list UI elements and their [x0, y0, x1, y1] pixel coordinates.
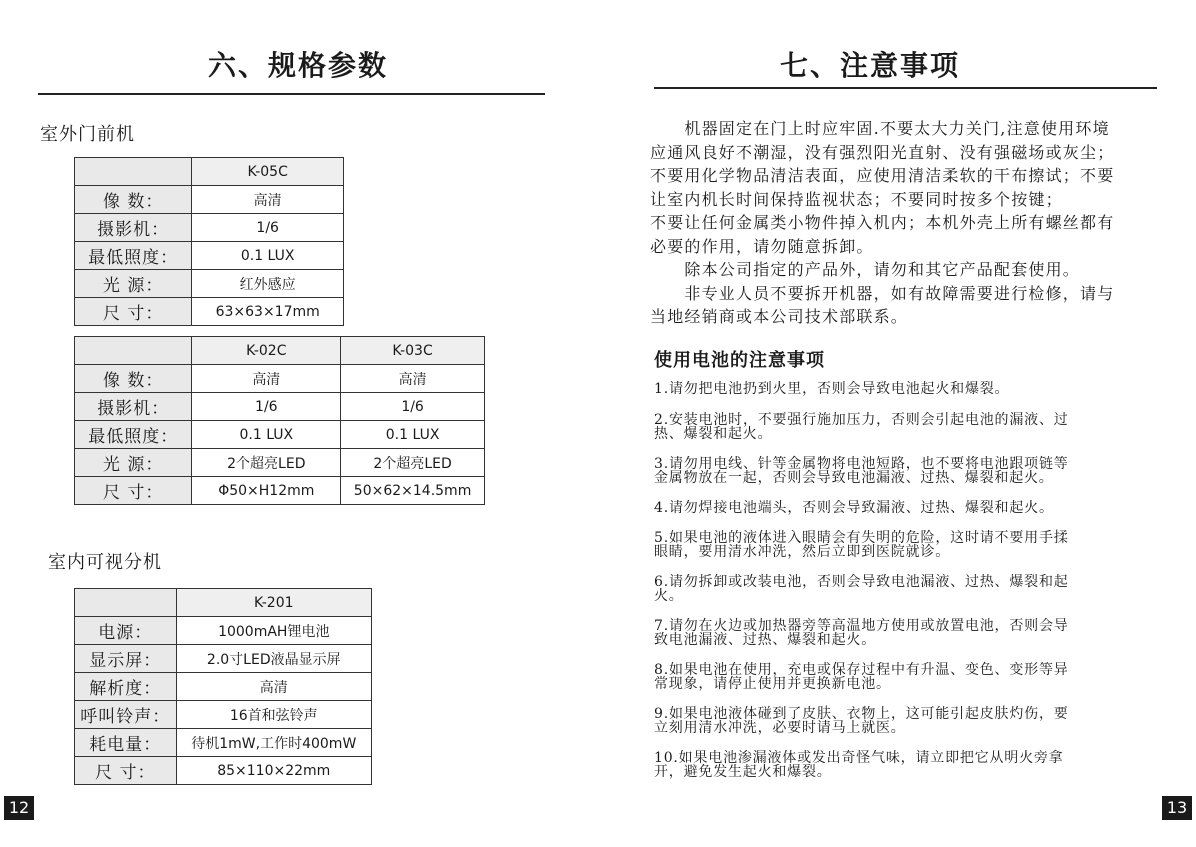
table-row: [75, 393, 485, 421]
table-row: [75, 365, 485, 393]
row-label-cell: 尺 寸：: [75, 298, 192, 326]
right-page-heading: 七、注意事项: [780, 49, 961, 82]
value-cell: 1/6: [192, 393, 341, 421]
table-row: [75, 421, 485, 449]
battery-note-line: 10.如果电池渗漏液体或发出奇怪气味，请立即把它从明火旁拿: [654, 750, 1064, 766]
battery-note-line: 6.请勿拆卸或改装电池，否则会导致电池漏液、过热、爆裂和起: [654, 574, 1069, 590]
paragraph-line: 除本公司指定的产品外，请勿和其它产品配套使用。: [650, 260, 1081, 279]
table-row: [75, 617, 372, 645]
battery-note: [654, 619, 1174, 647]
right-page-number: 13: [1162, 796, 1192, 820]
battery-note: [654, 413, 1174, 441]
value-cell: 0.1 LUX: [192, 242, 344, 270]
battery-note-line: 常现象，请停止使用并更换新电池。: [654, 676, 891, 692]
row-label-cell: 显示屏：: [75, 645, 177, 673]
value-cell: 高清: [176, 673, 371, 701]
battery-note-line: 致电池漏液、过热、爆裂和起火。: [654, 632, 876, 648]
paragraph-line: 应通风良好不潮湿，没有强烈阳光直射、没有强磁场或灰尘；: [650, 142, 1115, 162]
spec-table-k02c-k03c: [74, 336, 485, 505]
battery-note-line: 眼睛，要用清水冲洗，然后立即到医院就诊。: [654, 544, 950, 560]
battery-note-line: 4.请勿焊接电池端头，否则会导致漏液、过热、爆裂和起火。: [654, 499, 1054, 516]
precautions-paragraph: [650, 117, 1180, 329]
value-cell: 高清: [192, 365, 341, 393]
battery-note: [654, 531, 1174, 559]
battery-note-line: 8.如果电池在使用，充电或保存过程中有升温、变色、变形等异: [654, 662, 1069, 678]
battery-note-line: 热、爆裂和起火。: [654, 425, 773, 442]
row-label-cell: 呼叫铃声：: [75, 701, 177, 729]
header-blank-cell: [75, 337, 192, 365]
row-label-cell: 摄影机：: [75, 393, 192, 421]
value-cell: 1000mAH锂电池: [176, 617, 371, 645]
value-cell: Φ50×H12mm: [192, 477, 341, 505]
table-row: [75, 729, 372, 757]
row-label-cell: 解析度：: [75, 673, 177, 701]
model-header-cell: K-201: [176, 589, 371, 617]
value-cell: 50×62×14.5mm: [341, 477, 485, 505]
spec-table-k05c: [74, 157, 344, 326]
battery-note-line: 3.请勿用电线、针等金属物将电池短路，也不要将电池跟项链等: [654, 455, 1069, 472]
battery-notes-list: [654, 382, 1174, 795]
value-cell: 高清: [341, 365, 485, 393]
battery-note-line: 7.请勿在火边或加热器旁等高温地方使用或放置电池，否则会导: [654, 618, 1069, 634]
row-label-cell: 光 源：: [75, 270, 192, 298]
row-label-cell: 尺 寸：: [75, 477, 192, 505]
paragraph-line: 必要的作用，请勿随意拆卸。: [650, 236, 874, 256]
table-row: [75, 645, 372, 673]
row-label-cell: 最低照度：: [75, 421, 192, 449]
value-cell: 16首和弦铃声: [176, 701, 371, 729]
value-cell: 待机1mW,工作时400mW: [176, 729, 371, 757]
table-row: [75, 673, 372, 701]
model-header-cell: K-05C: [192, 158, 344, 186]
battery-precautions-title: 使用电池的注意事项: [654, 350, 825, 371]
paragraph-line: 非专业人员不要拆开机器，如有故障需要进行检修，请与: [650, 283, 1115, 303]
value-cell: 2个超亮LED: [341, 449, 485, 477]
value-cell: 红外感应: [192, 270, 344, 298]
battery-note-line: 火。: [654, 588, 684, 604]
battery-note-line: 2.安装电池时，不要强行施加压力，否则会引起电池的漏液、过: [654, 411, 1069, 428]
row-label-cell: 光 源：: [75, 449, 192, 477]
outdoor-unit-title: 室外门前机: [40, 124, 135, 145]
battery-note-line: 9.如果电池液体碰到了皮肤、衣物上，这可能引起皮肤灼伤，要: [654, 706, 1069, 722]
table-row: [75, 701, 372, 729]
battery-note: [654, 457, 1174, 485]
value-cell: 2个超亮LED: [192, 449, 341, 477]
paragraph-line: 让室内机长时间保持监视状态；不要同时按多个按键；: [650, 189, 1063, 209]
table-row: [75, 449, 485, 477]
row-label-cell: 耗电量：: [75, 729, 177, 757]
model-header-cell: K-03C: [341, 337, 485, 365]
battery-note-line: 5.如果电池的液体进入眼睛会有失明的危险，这时请不要用手揉: [654, 530, 1069, 546]
value-cell: 2.0寸LED液晶显示屏: [176, 645, 371, 673]
value-cell: 0.1 LUX: [192, 421, 341, 449]
table-row: [75, 242, 344, 270]
value-cell: 85×110×22mm: [176, 757, 371, 785]
row-label-cell: 最低照度：: [75, 242, 192, 270]
table-row: [75, 270, 344, 298]
battery-note: [654, 382, 1174, 396]
indoor-unit-title: 室内可视分机: [48, 552, 162, 573]
left-heading-rule: [38, 93, 545, 95]
battery-note: [654, 751, 1174, 779]
left-page-heading: 六、规格参数: [208, 49, 389, 82]
paragraph-line: 当地经销商或本公司技术部联系。: [650, 307, 909, 326]
battery-note-line: 立刻用清水冲洗，必要时请马上就医。: [654, 720, 906, 736]
row-label-cell: 电源：: [75, 617, 177, 645]
right-heading-rule: [654, 87, 1157, 89]
table-row: [75, 757, 372, 785]
battery-note: [654, 575, 1174, 603]
battery-note: [654, 663, 1174, 691]
table-row: [75, 298, 344, 326]
value-cell: 1/6: [341, 393, 485, 421]
row-label-cell: 像 数：: [75, 365, 192, 393]
battery-note: [654, 501, 1174, 515]
paragraph-line: 机器固定在门上时应牢固.不要太大力关门,注意使用环境: [650, 119, 1110, 138]
left-page-number: 12: [4, 796, 34, 820]
header-blank-cell: [75, 158, 192, 186]
battery-note-line: 金属物放在一起，否则会导致电池漏液、过热、爆裂和起火。: [654, 469, 1054, 486]
value-cell: 63×63×17mm: [192, 298, 344, 326]
paragraph-line: 不要用化学物品清洁表面，应使用清洁柔软的干布擦试；不要: [650, 166, 1115, 185]
value-cell: 1/6: [192, 214, 344, 242]
model-header-cell: K-02C: [192, 337, 341, 365]
battery-note: [654, 707, 1174, 735]
row-label-cell: 像 数：: [75, 186, 192, 214]
row-label-cell: 尺 寸：: [75, 757, 177, 785]
spec-table-k201: [74, 588, 372, 785]
header-blank-cell: [75, 589, 177, 617]
value-cell: 0.1 LUX: [341, 421, 485, 449]
table-row: [75, 186, 344, 214]
table-row: [75, 477, 485, 505]
battery-note-line: 开，避免发生起火和爆裂。: [654, 764, 832, 780]
paragraph-line: 不要让任何金属类小物件掉入机内；本机外壳上所有螺丝都有: [650, 213, 1115, 232]
row-label-cell: 摄影机：: [75, 214, 192, 242]
table-row: [75, 214, 344, 242]
value-cell: 高清: [192, 186, 344, 214]
battery-note-line: 1.请勿把电池扔到火里，否则会导致电池起火和爆裂。: [654, 381, 1010, 397]
